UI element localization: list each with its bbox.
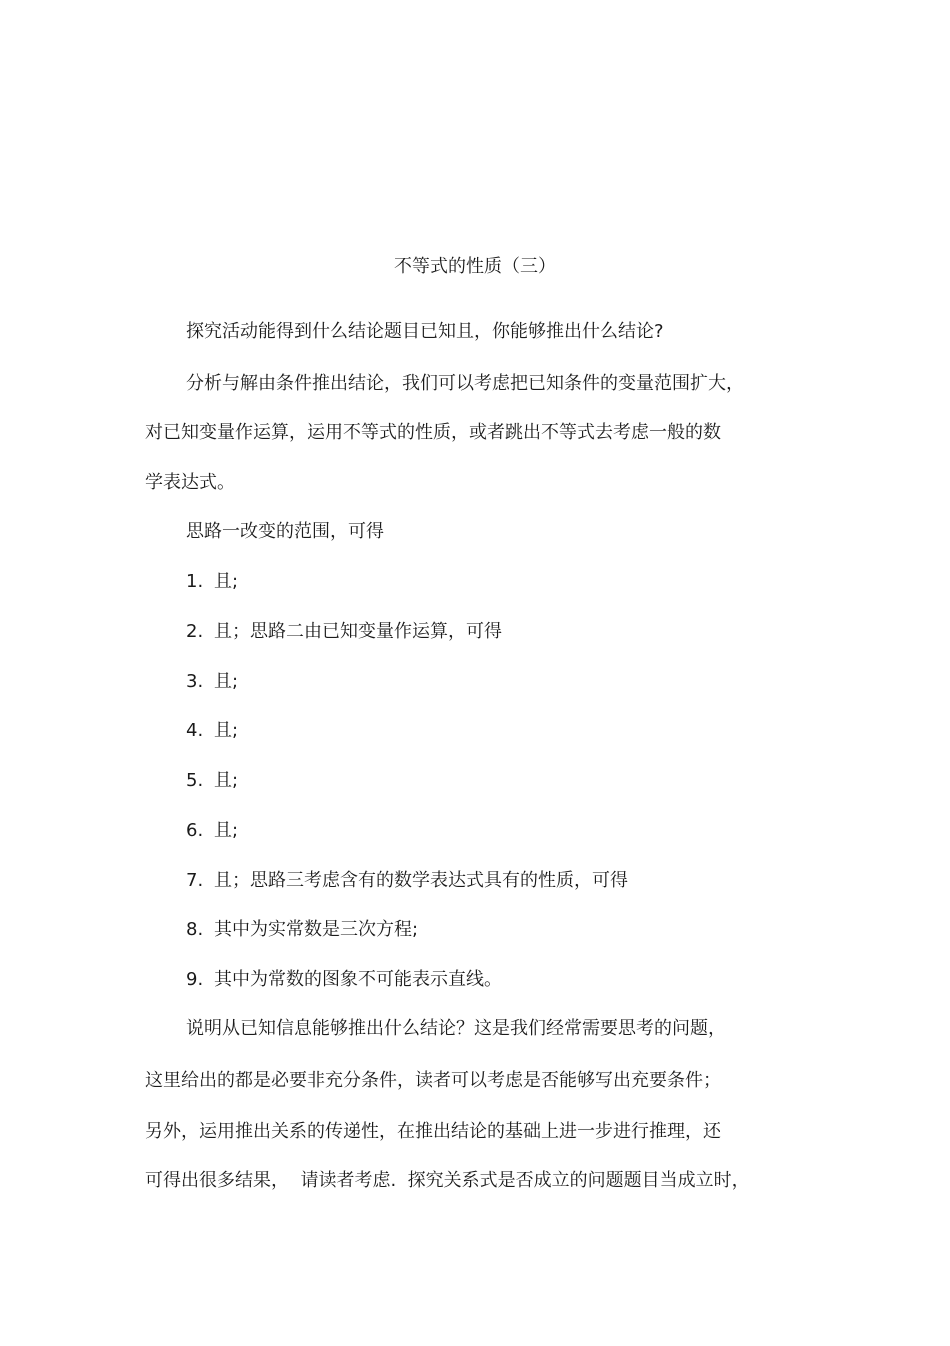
paragraph-intro: 探究活动能得到什么结论题目已知且，你能够推出什么结论? xyxy=(186,321,664,342)
list-item-text: 其中为常数的图象不可能表示直线。 xyxy=(214,969,502,990)
list-item-number: 6. xyxy=(186,820,204,841)
list-item xyxy=(186,570,238,594)
paragraph-analysis-line-3: 学表达式。 xyxy=(145,472,235,493)
paragraph-closing-line-3: 另外，运用推出关系的传递性，在推出结论的基础上进一步进行推理，还 xyxy=(145,1121,721,1142)
list-item xyxy=(186,869,628,893)
list-item xyxy=(186,670,238,694)
list-item xyxy=(186,968,502,992)
list-item-text: 且; xyxy=(214,720,239,741)
list-item xyxy=(186,620,502,644)
paragraph-closing-line-1: 说明从已知信息能够推出什么结论？这是我们经常需要思考的问题， xyxy=(186,1018,726,1039)
list-item-text: 且; xyxy=(214,571,239,592)
list-item-text: 且; xyxy=(214,770,239,791)
list-item xyxy=(186,819,238,843)
paragraph-analysis-line-2: 对已知变量作运算，运用不等式的性质，或者跳出不等式去考虑一般的数 xyxy=(145,422,721,443)
paragraph-closing-line-2: 这里给出的都是必要非充分条件，读者可以考虑是否能够写出充要条件； xyxy=(145,1070,721,1091)
list-item-number: 2. xyxy=(186,621,204,642)
list-item xyxy=(186,769,238,793)
list-item-number: 3. xyxy=(186,671,204,692)
list-item-number: 7. xyxy=(186,870,204,891)
list-item-number: 1. xyxy=(186,571,204,592)
paragraph-closing-line-4: 可得出很多结果， 请读者考虑. 探究关系式是否成立的问题题目当成立时， xyxy=(145,1170,750,1191)
list-item-text: 且; xyxy=(214,820,239,841)
list-item-number: 8. xyxy=(186,919,204,940)
list-item-text: 且；思路三考虑含有的数学表达式具有的性质，可得 xyxy=(214,870,628,891)
paragraph-approach-1: 思路一改变的范围，可得 xyxy=(186,521,384,542)
list-item-text: 其中为实常数是三次方程; xyxy=(214,919,419,940)
list-item-text: 且；思路二由已知变量作运算，可得 xyxy=(214,621,502,642)
list-item-number: 9. xyxy=(186,969,204,990)
paragraph-analysis-line-1: 分析与解由条件推出结论，我们可以考虑把已知条件的变量范围扩大， xyxy=(186,373,744,394)
list-item-text: 且; xyxy=(214,671,239,692)
document-title: 不等式的性质（三） xyxy=(394,256,556,277)
list-item-number: 4. xyxy=(186,720,204,741)
list-item-number: 5. xyxy=(186,770,204,791)
list-item xyxy=(186,918,418,942)
list-item xyxy=(186,719,238,743)
